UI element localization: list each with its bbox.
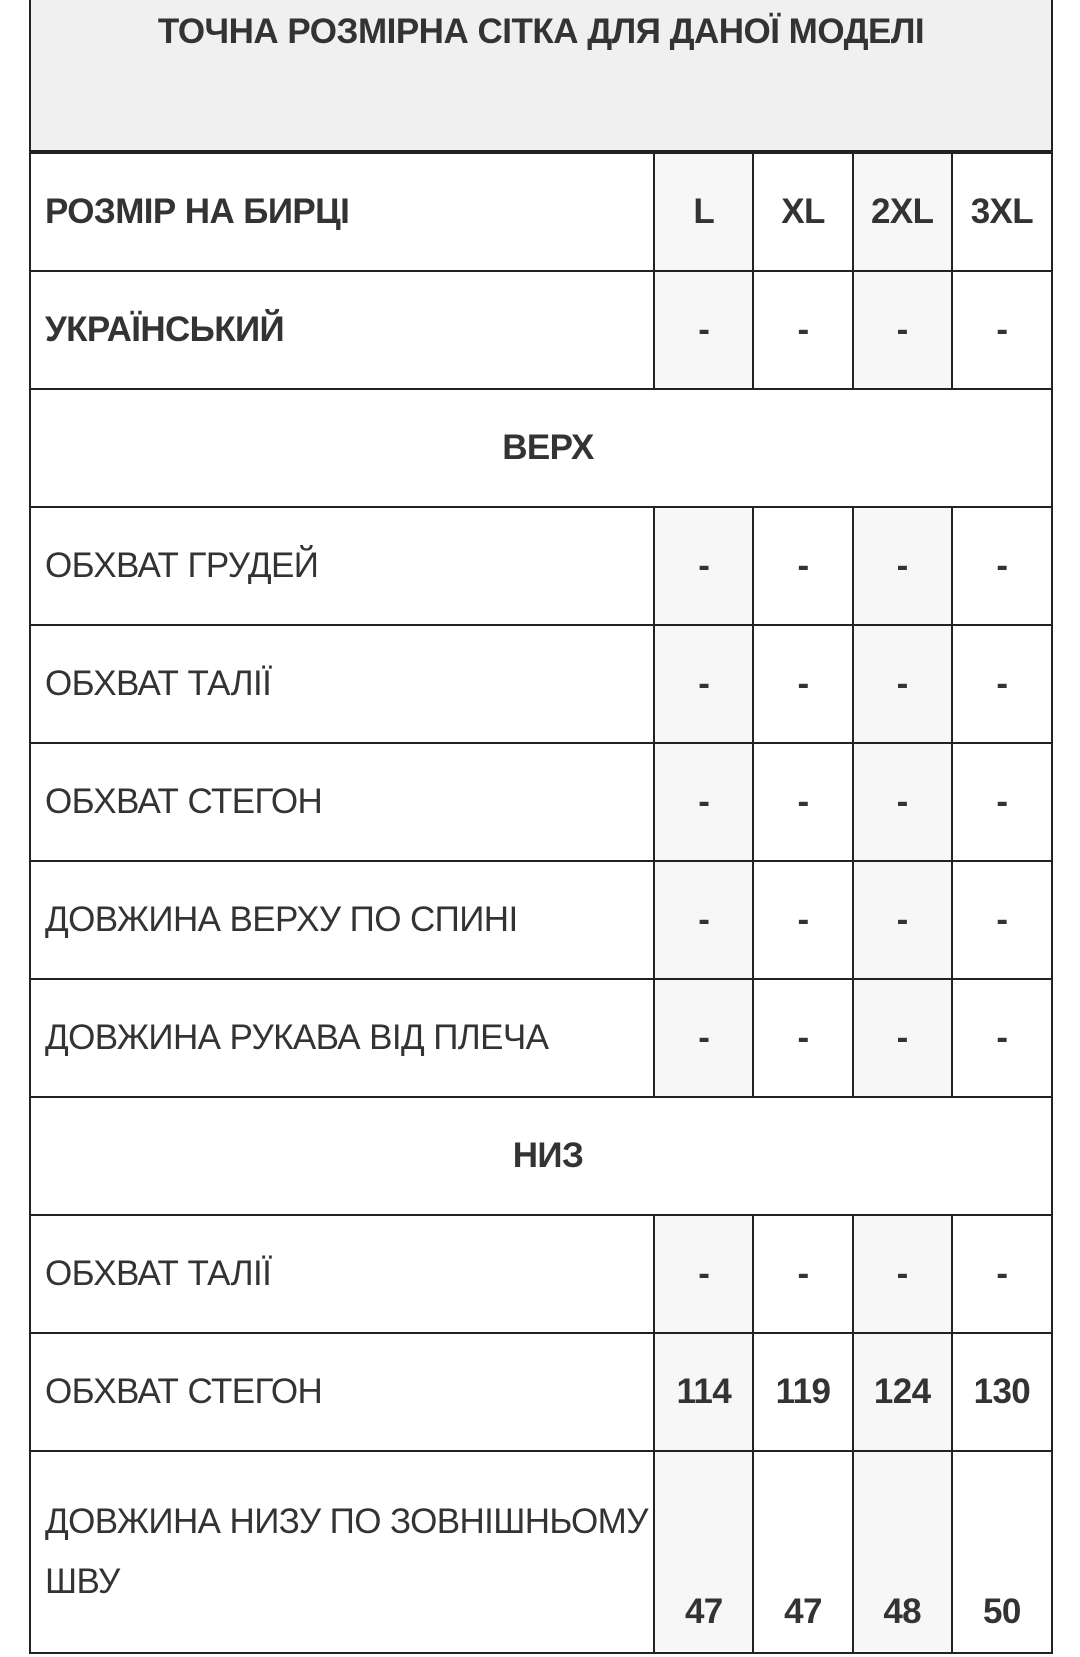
row-label: ОБХВАТ ТАЛІЇ: [31, 1215, 654, 1333]
size-value: -: [853, 1215, 952, 1333]
size-value: -: [753, 1215, 852, 1333]
size-value: -: [654, 625, 753, 743]
row-label: РОЗМІР НА БИРЦІ: [31, 153, 654, 271]
chart-title: ТОЧНА РОЗМІРНА СІТКА ДЛЯ ДАНОЇ МОДЕЛІ: [157, 12, 925, 51]
size-value: 124: [853, 1333, 952, 1451]
table-row: [31, 1215, 1051, 1333]
size-value: -: [853, 743, 952, 861]
size-value: -: [654, 979, 753, 1097]
size-value: -: [952, 979, 1051, 1097]
size-value: -: [952, 507, 1051, 625]
table-row: [31, 1333, 1051, 1451]
row-label: ОБХВАТ СТЕГОН: [31, 743, 654, 861]
size-value: -: [753, 979, 852, 1097]
row-label: ОБХВАТ ГРУДЕЙ: [31, 507, 654, 625]
table-row: [31, 743, 1051, 861]
table-row: [31, 271, 1051, 389]
size-value: -: [952, 861, 1051, 979]
section-row: [31, 389, 1051, 507]
size-value: -: [753, 743, 852, 861]
title-block: [31, 0, 1051, 152]
size-value: -: [853, 861, 952, 979]
size-value: -: [753, 625, 852, 743]
size-value: L: [654, 153, 753, 271]
size-value: -: [654, 507, 753, 625]
table-row: [31, 979, 1051, 1097]
size-value: 47: [753, 1451, 852, 1653]
size-value: -: [853, 507, 952, 625]
row-label: ОБХВАТ ТАЛІЇ: [31, 625, 654, 743]
table-row: [31, 153, 1051, 271]
size-value: -: [853, 625, 952, 743]
size-value: 3XL: [952, 153, 1051, 271]
section-bottom-heading: НИЗ: [31, 1097, 1051, 1215]
size-value: -: [654, 861, 753, 979]
size-value: -: [654, 271, 753, 389]
table-row: [31, 625, 1051, 743]
section-row: [31, 1097, 1051, 1215]
size-value: -: [952, 1215, 1051, 1333]
table-row: [31, 861, 1051, 979]
size-value: 130: [952, 1333, 1051, 1451]
size-value: XL: [753, 153, 852, 271]
table-row: [31, 1451, 1051, 1653]
row-label: ДОВЖИНА НИЗУ ПО ЗОВНІШНЬОМУ ШВУ: [31, 1451, 654, 1653]
size-value: -: [952, 271, 1051, 389]
size-chart: [29, 0, 1053, 1654]
row-label: ДОВЖИНА РУКАВА ВІД ПЛЕЧА: [31, 979, 654, 1097]
size-value: 48: [853, 1451, 952, 1653]
section-top-heading: ВЕРХ: [31, 389, 1051, 507]
row-label: ДОВЖИНА ВЕРХУ ПО СПИНІ: [31, 861, 654, 979]
size-value: -: [952, 743, 1051, 861]
row-label: ОБХВАТ СТЕГОН: [31, 1333, 654, 1451]
size-value: 47: [654, 1451, 753, 1653]
size-value: -: [952, 625, 1051, 743]
size-value: -: [654, 1215, 753, 1333]
size-value: -: [753, 271, 852, 389]
table-row: [31, 507, 1051, 625]
size-value: -: [853, 271, 952, 389]
size-table: [31, 152, 1051, 1654]
size-value: -: [654, 743, 753, 861]
row-label: УКРАЇНСЬКИЙ: [31, 271, 654, 389]
size-value: 114: [654, 1333, 753, 1451]
size-value: -: [753, 861, 852, 979]
size-value: -: [853, 979, 952, 1097]
size-value: 50: [952, 1451, 1051, 1653]
size-value: 2XL: [853, 153, 952, 271]
size-value: 119: [753, 1333, 852, 1451]
size-value: -: [753, 507, 852, 625]
